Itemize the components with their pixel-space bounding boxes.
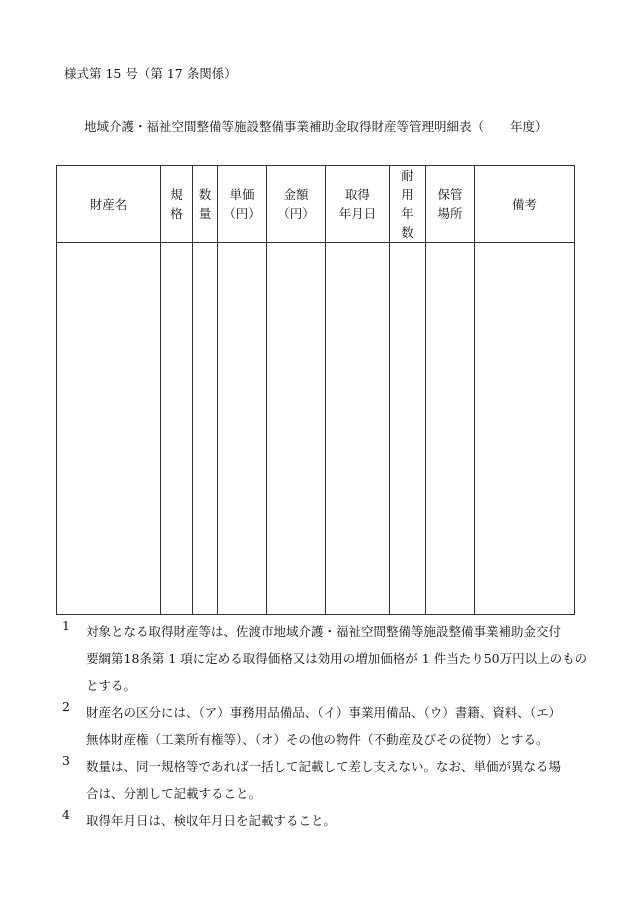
note-number: 3 bbox=[62, 753, 70, 768]
note-item bbox=[62, 807, 574, 834]
note-line: 要綱第18条第 1 項に定める取得価格又は効用の増加価格が 1 件当たり50万円以上のもの bbox=[86, 651, 588, 666]
note-line: 対象となる取得財産等は、佐渡市地域介護・福祉空間整備等施設整備事業補助金交付 bbox=[86, 624, 562, 639]
header-asset-name: 財産名 bbox=[57, 166, 161, 243]
form-number: 様式第 15 号（第 17 条関係） bbox=[64, 66, 237, 81]
cell-storage-location[interactable] bbox=[426, 243, 475, 615]
header-amount: 金額 （円） bbox=[267, 166, 326, 243]
header-storage-location: 保管 場所 bbox=[426, 166, 475, 243]
table-header-row bbox=[57, 166, 575, 243]
cell-unit-price[interactable] bbox=[218, 243, 267, 615]
note-number: 2 bbox=[62, 699, 70, 714]
note-number: 4 bbox=[62, 807, 70, 822]
note-item bbox=[62, 618, 588, 699]
header-useful-life: 耐 用 年 数 bbox=[390, 166, 426, 243]
header-unit-price: 単価 （円） bbox=[218, 166, 267, 243]
cell-acquisition-date[interactable] bbox=[326, 243, 390, 615]
note-line: 無体財産権（工業所有権等）、（オ）その他の物件（不動産及びその従物）とする。 bbox=[86, 732, 549, 747]
header-specification: 規 格 bbox=[161, 166, 193, 243]
note-item bbox=[62, 753, 574, 807]
document-title bbox=[84, 117, 548, 135]
table-row bbox=[57, 243, 575, 615]
notes-section bbox=[62, 618, 588, 834]
cell-quantity[interactable] bbox=[193, 243, 218, 615]
note-line: 取得年月日は、検収年月日を記載すること。 bbox=[86, 813, 337, 828]
cell-useful-life[interactable] bbox=[390, 243, 426, 615]
note-item bbox=[62, 699, 574, 753]
header-remarks: 備考 bbox=[475, 166, 575, 243]
title-text: 地域介護・福祉空間整備等施設整備事業補助金取得財産等管理明細表（ bbox=[84, 119, 485, 134]
header-quantity: 数 量 bbox=[193, 166, 218, 243]
cell-remarks[interactable] bbox=[475, 243, 575, 615]
asset-management-table bbox=[56, 165, 575, 615]
title-year-suffix: 年度） bbox=[510, 119, 548, 134]
note-number: 1 bbox=[62, 618, 70, 633]
note-line: 数量は、同一規格等であれば一括して記載して差し支えない。なお、単価が異なる場 bbox=[86, 759, 562, 774]
cell-asset-name[interactable] bbox=[57, 243, 161, 615]
header-acquisition-date: 取得 年月日 bbox=[326, 166, 390, 243]
cell-specification[interactable] bbox=[161, 243, 193, 615]
cell-amount[interactable] bbox=[267, 243, 326, 615]
note-line: 合は、分割して記載すること。 bbox=[86, 786, 262, 801]
note-line: 財産名の区分には、（ア）事務用品備品、（イ）事業用備品、（ウ）書籍、資料、（エ） bbox=[86, 705, 562, 720]
note-line: とする。 bbox=[86, 678, 137, 693]
